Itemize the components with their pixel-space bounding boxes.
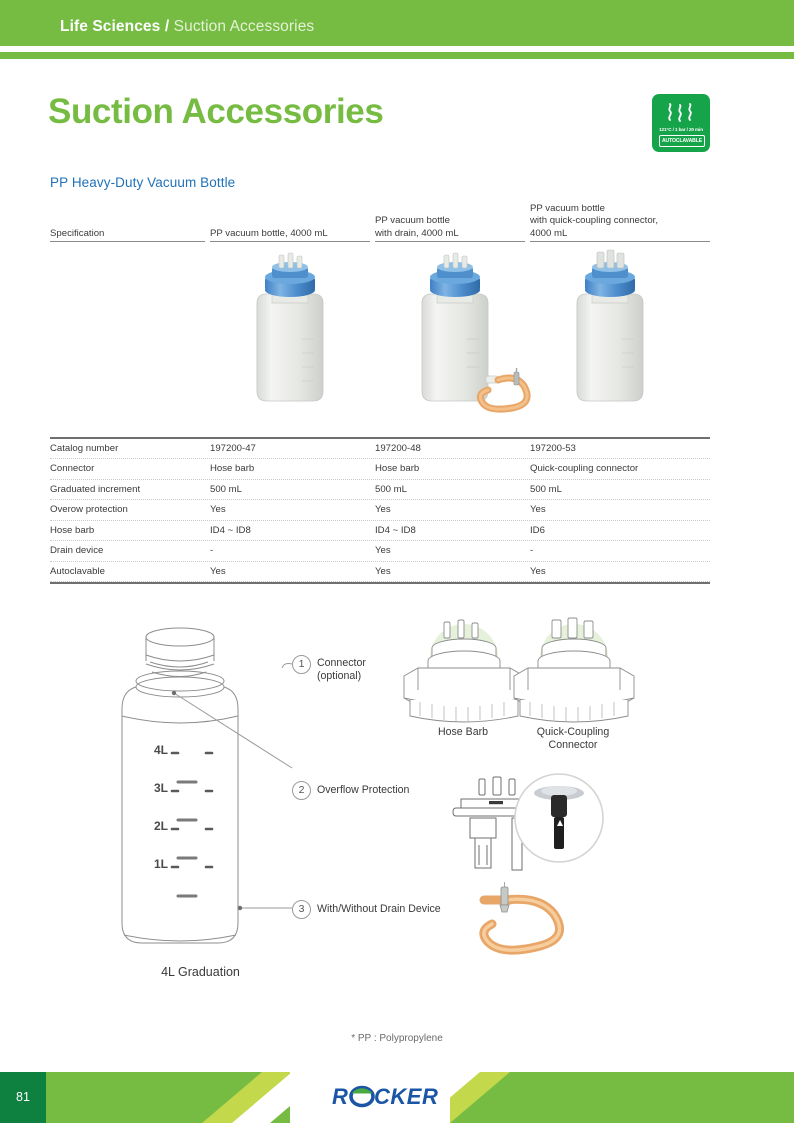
callout-leader-lines xyxy=(172,664,292,911)
svg-text:R: R xyxy=(332,1084,349,1109)
column-header-product-3-line3: 4000 mL xyxy=(530,227,568,239)
connector-caption-quick-coupling xyxy=(518,726,628,752)
column-header-product-2-line2: with drain, 4000 mL xyxy=(375,227,459,239)
callout-number-1: 1 xyxy=(292,655,311,674)
callout-label-1 xyxy=(317,657,366,683)
row-label: Connector xyxy=(50,463,95,475)
row-label: Hose barb xyxy=(50,524,95,536)
row-label: Drain device xyxy=(50,545,104,557)
breadcrumb-separator: / xyxy=(164,18,170,35)
graduation-label-4l: 4L xyxy=(154,743,169,757)
callout-number-3: 3 xyxy=(292,900,311,919)
page-number: 81 xyxy=(0,1072,46,1123)
connector-caption-quick-line2: Connector xyxy=(548,739,598,751)
row-value-2: 500 mL xyxy=(375,483,407,495)
page-title: Suction Accessories xyxy=(48,92,384,131)
row-label: Catalog number xyxy=(50,442,119,454)
row-value-2: Yes xyxy=(375,545,391,557)
graduation-label-1l: 1L xyxy=(154,857,169,871)
page-footer xyxy=(0,1072,794,1123)
row-value-1: - xyxy=(210,545,214,557)
graduation-label-2l: 2L xyxy=(154,819,169,833)
breadcrumb-brand: Life Sciences xyxy=(60,18,161,35)
connector-caption-hose-barb: Hose Barb xyxy=(437,726,489,738)
row-value-2: Yes xyxy=(375,565,391,577)
row-value-1: Hose barb xyxy=(210,463,255,475)
footnote: * PP : Polypropylene xyxy=(351,1033,443,1044)
connector-quick-coupling-drawing xyxy=(514,618,634,722)
row-value-1: 197200-47 xyxy=(210,442,256,454)
column-header-product-1: PP vacuum bottle, 4000 mL xyxy=(210,227,328,239)
graduation-tick-marks xyxy=(172,753,212,867)
column-header-product-3-line2: with quick-coupling connector, xyxy=(530,215,658,227)
row-value-3: - xyxy=(530,545,534,557)
row-value-3: Yes xyxy=(530,565,546,577)
connector-hose-barb-drawing xyxy=(404,620,524,722)
graduation-marks xyxy=(178,782,196,896)
breadcrumb-section: Suction Accessories xyxy=(173,18,315,35)
row-value-3: 197200-53 xyxy=(530,442,576,454)
row-value-1: 500 mL xyxy=(210,483,242,495)
callout-label-3: With/Without Drain Device xyxy=(317,903,441,915)
svg-text:CKER: CKER xyxy=(374,1084,439,1109)
row-label: Autoclavable xyxy=(50,565,105,577)
callout-label-1-line1: Connector xyxy=(317,657,366,669)
row-label: Graduated increment xyxy=(50,483,141,495)
drain-device-drawing xyxy=(484,882,560,950)
callout-label-2: Overflow Protection xyxy=(317,784,410,796)
row-value-3: Yes xyxy=(530,504,546,516)
row-value-3: Quick-coupling connector xyxy=(530,463,639,475)
product-subtitle: PP Heavy-Duty Vacuum Bottle xyxy=(50,175,236,190)
column-header-product-3-line1: PP vacuum bottle xyxy=(530,202,606,214)
badge-label: AUTOCLAVABLE xyxy=(659,135,705,147)
rocker-logo xyxy=(332,1084,462,1110)
row-value-1: Yes xyxy=(210,565,226,577)
graduation-label-3l: 3L xyxy=(154,781,169,795)
row-value-2: Hose barb xyxy=(375,463,420,475)
connector-caption-quick-line1: Quick-Coupling xyxy=(536,726,610,738)
float-valve-inset xyxy=(515,774,603,862)
row-value-2: Yes xyxy=(375,504,391,516)
badge-conditions: 121°C / 1 bar / 20 min xyxy=(659,127,703,132)
graduation-caption: 4L Graduation xyxy=(161,965,240,979)
callout-label-1-line2: (optional) xyxy=(317,670,362,682)
rocker-logo-icon xyxy=(332,1084,462,1110)
row-value-3: 500 mL xyxy=(530,483,562,495)
column-header-product-2-line1: PP vacuum bottle xyxy=(375,215,451,227)
row-value-3: ID6 xyxy=(530,524,545,536)
row-label: Overow protection xyxy=(50,504,128,516)
row-value-2: 197200-48 xyxy=(375,442,421,454)
callout-number-2: 2 xyxy=(292,781,311,800)
column-header-specification: Specification xyxy=(50,227,105,239)
row-value-1: ID4 ~ ID8 xyxy=(210,524,251,536)
row-value-1: Yes xyxy=(210,504,226,516)
row-value-2: ID4 ~ ID8 xyxy=(375,524,416,536)
